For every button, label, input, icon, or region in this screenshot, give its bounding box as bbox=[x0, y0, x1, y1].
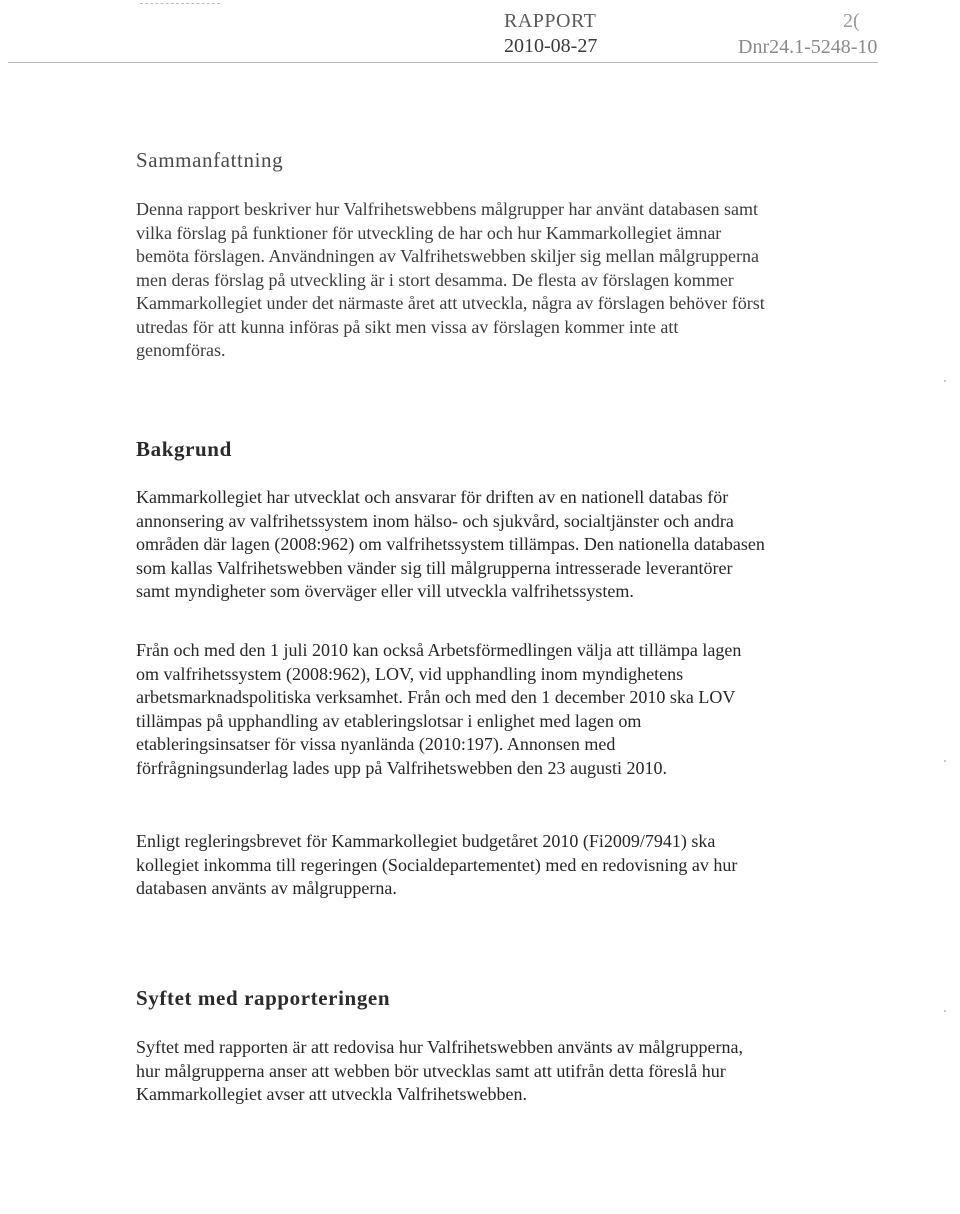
paragraph-purpose: Syftet med rapporten är att redovisa hur Valfrihetswebben använts av målgrupperna, hur målgrupperna anser att webben bör utvecklas samt att utifrån detta föreslå hur Kammarkollegiet avser att utveckla Valfrihetswebben. bbox=[136, 1037, 743, 1104]
heading-syftet: Syftet med rapporteringen bbox=[136, 986, 391, 1010]
scan-dot bbox=[944, 760, 946, 762]
page-header bbox=[0, 0, 960, 70]
heading-bakgrund: Bakgrund bbox=[136, 437, 232, 461]
heading-sammanfattning: Sammanfattning bbox=[136, 148, 284, 172]
paragraph-background-1: Kammarkollegiet har utvecklat och ansvarar för driften av en nationell databas för annonsering av valfrihetssystem inom hälso- och sjukvård, socialtjänster och andra områden där lagen (2008:962) om valfrihetssystem tillämpas. Den nationella databasen som kallas Valfrihetswebben vänder sig till målgrupperna intresserade leverantörer samt myndigheter som överväger eller vill utveckla valfrihetssystem. bbox=[136, 487, 765, 601]
registration-number: Dnr24.1-5248-10 bbox=[738, 36, 878, 58]
report-date: 2010-08-27 bbox=[504, 35, 598, 57]
header-divider bbox=[8, 62, 878, 63]
scan-mark bbox=[140, 0, 220, 4]
scan-dot bbox=[944, 380, 946, 382]
paragraph-background-2: Från och med den 1 juli 2010 kan också Arbetsförmedlingen välja att tillämpa lagen om valfrihetssystem (2008:962), LOV, vid upphandling inom myndighetens arbetsmarknadspolitiska verksamhet. Från och med den 1 december 2010 ska LOV tillämpas på upphandling av etableringslotsar i enlighet med lagen om etableringsinsatser för vissa nyanlända (2010:197). Annonsen med förfrågningsunderlag lades upp på Valfrihetswebben den 23 augusti 2010. bbox=[136, 640, 742, 778]
paragraph-background-3: Enligt regleringsbrevet för Kammarkollegiet budgetåret 2010 (Fi2009/7941) ska kollegiet inkomma till regeringen (Socialdepartementet) med en redovisning av hur databasen använts av målgrupperna. bbox=[136, 831, 738, 898]
page-number: 2( bbox=[843, 10, 860, 32]
scan-dot bbox=[944, 1010, 946, 1012]
paragraph-summary: Denna rapport beskriver hur Valfrihetswebbens målgrupper har använt databasen samt vilka förslag på funktioner för utveckling de har och hur Kammarkollegiet ämnar bemöta förslagen. Användningen av Valfrihetswebben skiljer sig mellan målgrupperna men deras förslag på utveckling är i stort desamma. De flesta av förslagen kommer Kammarkollegiet under det närmaste året att utveckla, några av förslagen behöver först utredas för att kunna införas på sikt men vissa av förslagen kommer inte att genomföras. bbox=[136, 199, 765, 360]
report-label: RAPPORT bbox=[504, 10, 597, 32]
